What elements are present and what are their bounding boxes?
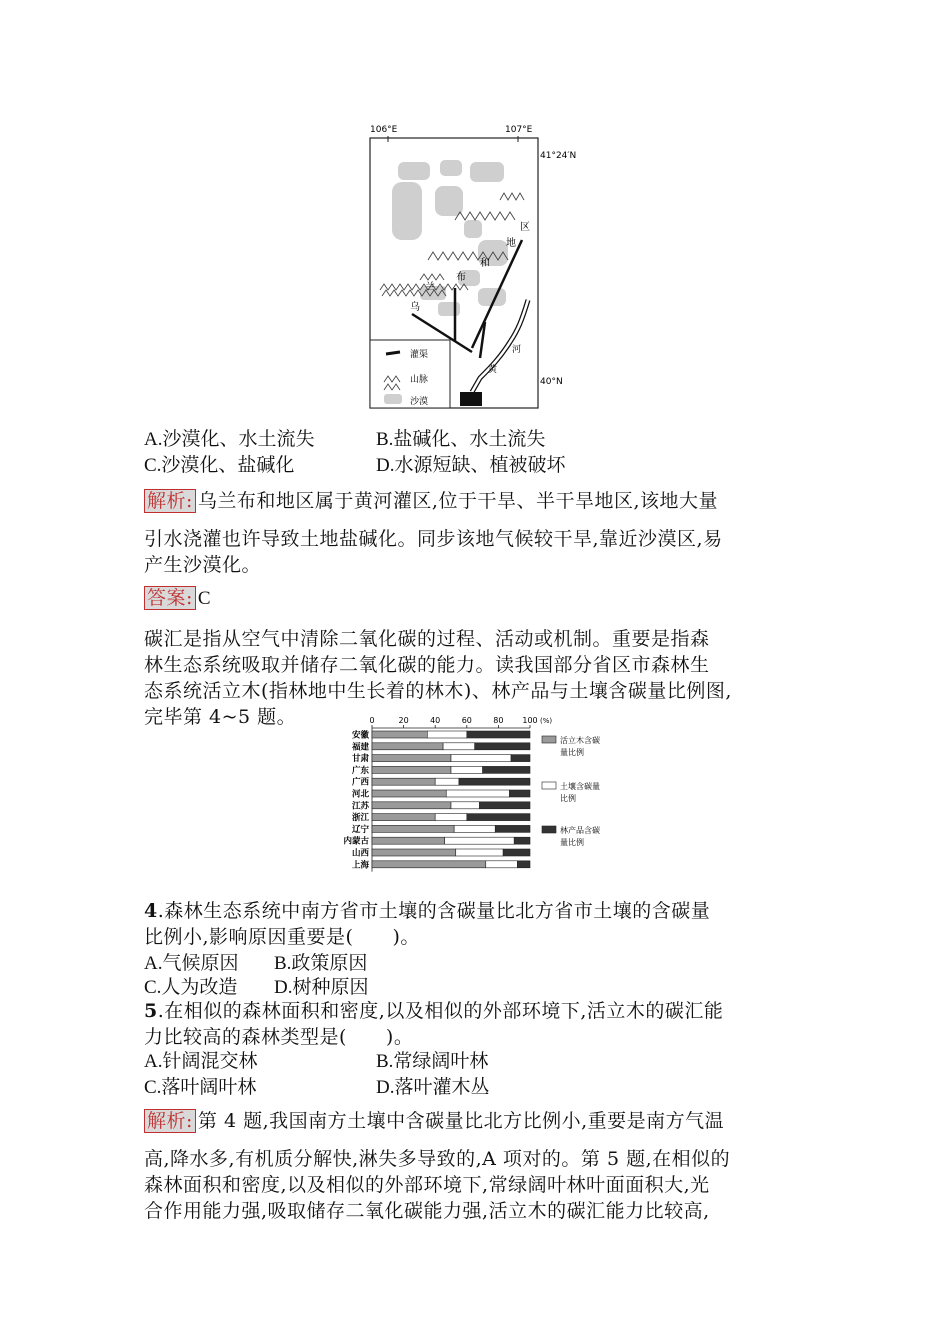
intro-line: 林生态系统吸取并储存二氧化碳的能力。读我国部分省区市森林生 [144,654,710,676]
category-label: 福建 [351,742,369,753]
category-label: 河北 [351,789,369,800]
bar-segment [451,802,479,809]
legend-swatch [542,826,556,833]
analysis1-line: 解析: 乌兰布和地区属于黄河灌区,位于干旱、半干旱地区,该地大量 [144,486,718,513]
region-char: 兰 [425,282,435,293]
x-tick-label: 60 [461,716,472,725]
bar-segment [372,790,446,797]
carbon-ratio-chart [330,714,630,880]
bar-segment [435,814,467,821]
q5-stem-line: 5.在相似的森林面积和密度,以及相似的外部环境下,活立木的碳汇能 [144,1000,724,1022]
bar-segment [427,731,467,738]
bar-segment [451,766,483,773]
bar-segment [459,778,530,785]
river-char: 黄 [488,365,498,375]
answer-value: C [197,588,212,609]
bar-segment [446,790,509,797]
legend-swatch [542,736,556,743]
region-char: 地 [506,238,516,249]
bar-segment [372,861,486,868]
lat-bottom-label: 40°N [540,377,563,387]
q5-option-b[interactable]: B.常绿阔叶林 [376,1051,489,1072]
q3-option-d[interactable]: D.水源短缺、植被破坏 [376,455,566,476]
analysis-label: 解析: [144,489,196,513]
desert-legend-symbol [384,394,402,404]
lon-right-label: 107°E [505,125,533,135]
category-label: 上海 [351,860,369,871]
q3-option-a[interactable]: A.沙漠化、水土流失 [144,429,315,450]
category-label: 广东 [351,765,369,776]
x-tick-label: 100 [522,716,538,725]
analysis2-line: 合作用能力强,吸取储存二氧化碳能力强,活立木的碳汇能力比较高, [144,1200,710,1222]
legend-label: 活立木含碳 [560,736,600,745]
legend-label: 量比例 [560,748,584,757]
category-label: 辽宁 [351,824,369,835]
region-char: 布 [456,272,466,283]
bar-segment [372,825,454,832]
q4-option-c[interactable]: C.人为改造 [144,977,238,998]
analysis1-line: 产生沙漠化。 [144,554,262,576]
bar-segment [451,755,511,762]
bar-segment [509,790,530,797]
bar-segment [475,743,530,750]
category-label: 浙江 [351,813,369,824]
intro-line: 态系统活立木(指林地中生长着的林木)、林产品与土壤含碳量比例图, [144,680,732,702]
category-label: 安徽 [351,730,369,741]
x-tick-label: 20 [398,716,409,725]
analysis2-line: 解析: 第 4 题,我国南方土壤中含碳量比北方比例小,重要是南方气温 [144,1106,724,1133]
q3-option-b[interactable]: B.盐碱化、水土流失 [376,429,546,450]
legend-canal: 灌渠 [410,350,429,360]
bar-segment [435,778,459,785]
legend-label: 比例 [560,794,576,803]
bar-segment [483,766,530,773]
category-label: 广西 [351,777,369,788]
analysis2-line: 高,降水多,有机质分解快,淋失多导致的,A 项对的。第 5 题,在相似的 [144,1148,731,1170]
bar-segment [511,755,530,762]
q5-option-a[interactable]: A.针阔混交林 [144,1051,258,1072]
answer-label: 答案: [144,586,196,610]
q5-option-c[interactable]: C.落叶阔叶林 [144,1077,257,1098]
bar-segment [443,743,475,750]
q4-number: 4 [144,900,158,922]
category-label: 内蒙古 [343,836,369,847]
bar-segment [445,837,515,844]
region-char: 乌 [410,302,420,313]
category-label: 甘肃 [351,754,369,765]
x-tick-label: 0 [369,716,375,725]
bar-segment [479,802,530,809]
q4-stem-line: 4.森林生态系统中南方省市土壤的含碳量比北方省市土壤的含碳量 [144,900,711,922]
ulanbuh-map [360,120,577,412]
intro-line: 完毕第 4~5 题。 [144,706,297,728]
category-label: 山西 [351,848,369,859]
bar-segment [467,731,530,738]
category-label: 江苏 [351,801,369,812]
region-char: 区 [520,222,530,233]
lat-top-label: 41°24′N [540,151,577,161]
analysis-label: 解析: [144,1109,196,1133]
q5-number: 5 [144,1000,158,1022]
lon-left-label: 106°E [370,125,398,135]
bar-segment [486,861,518,868]
bar-segment [456,849,503,856]
bar-segment [372,837,445,844]
bar-segment [372,778,435,785]
legend-label: 林产品含碳 [560,826,600,835]
region-char: 和 [480,258,490,269]
q5-option-d[interactable]: D.落叶灌木丛 [376,1077,490,1098]
intro-line: 碳汇是指从空气中清除二氧化碳的过程、活动或机制。重要是指森 [144,628,710,650]
bar-segment [372,814,435,821]
bar-segment [503,849,530,856]
bar-segment [454,825,495,832]
x-tick-label: 80 [493,716,504,725]
bar-segment [372,755,451,762]
bar-segment [467,814,530,821]
bar-segment [495,825,530,832]
bar-segment [514,837,530,844]
bar-segment [517,861,530,868]
canal-legend-symbol [386,352,400,354]
legend-mountain: 山脉 [410,375,429,385]
legend-label: 土壤含碳量 [560,782,600,791]
q4-option-b[interactable]: B.政策原因 [274,953,368,974]
x-tick-label: 40 [430,716,441,725]
q3-option-c[interactable]: C.沙漠化、盐碱化 [144,455,295,476]
bar-segment [372,731,427,738]
legend-swatch [542,782,556,789]
analysis1-line: 引水浇灌也许导致土地盐碱化。同步该地气候较干旱,靠近沙漠区,易 [144,528,723,550]
bar-segment [372,849,456,856]
q4-stem-line: 比例小,影响原因重要是( )。 [144,926,420,948]
q5-stem-line: 力比较高的森林类型是( )。 [144,1026,414,1048]
legend-label: 量比例 [560,838,584,847]
bar-segment [372,766,451,773]
river-char: 河 [512,345,522,355]
answer-line [144,586,211,610]
legend-desert: 沙漠 [410,397,429,407]
q4-option-d[interactable]: D.树种原因 [274,977,369,998]
bar-segment [372,802,451,809]
map-legend [370,340,450,408]
bar-segment [372,743,443,750]
analysis2-line: 森林面积和密度,以及相似的外部环境下,常绿阔叶林叶面面积大,光 [144,1174,710,1196]
q4-option-a[interactable]: A.气候原因 [144,953,239,974]
x-unit-label: (%) [540,717,553,725]
